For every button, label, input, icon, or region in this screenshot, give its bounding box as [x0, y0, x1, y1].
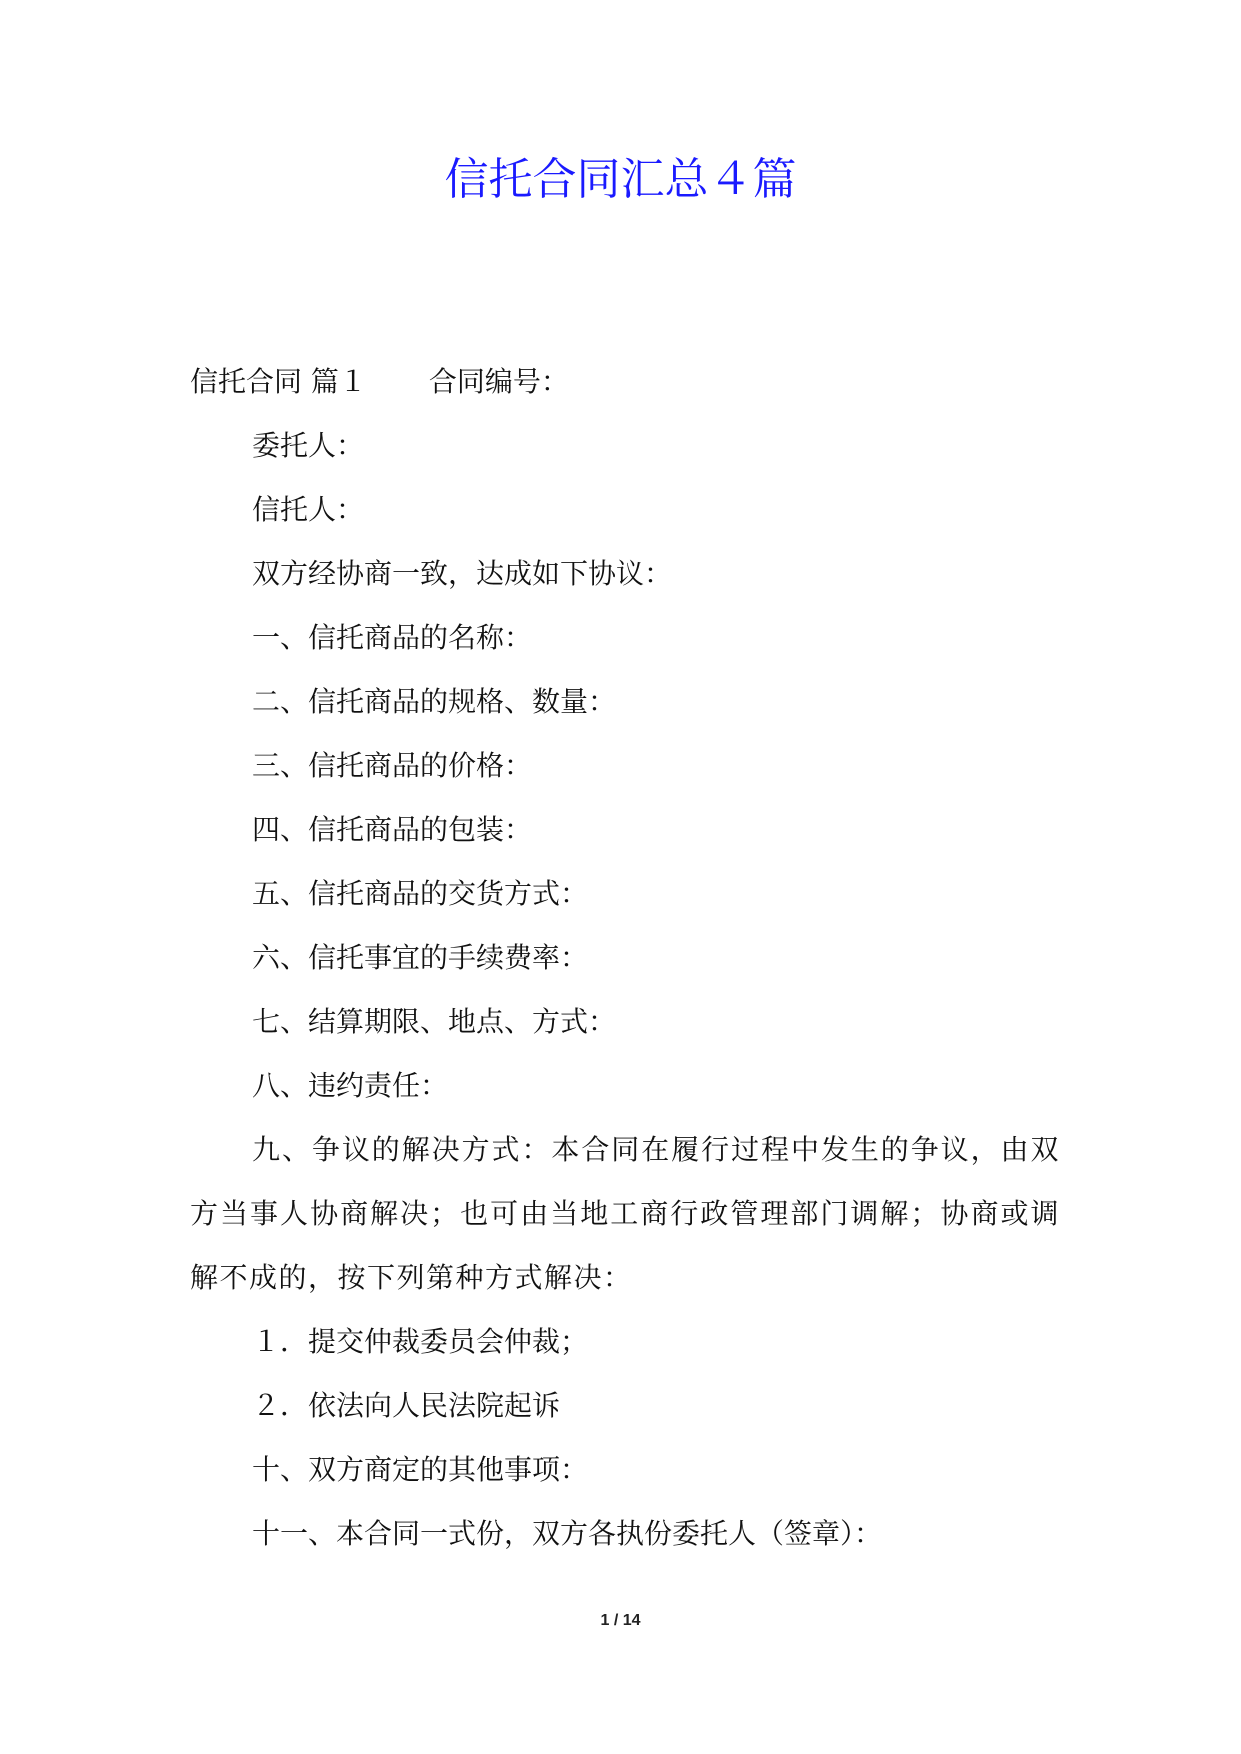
clause-1: 一、信托商品的名称： [252, 621, 533, 654]
consignor-field: 委托人： [252, 429, 365, 462]
clause-8: 八、违约责任： [252, 1069, 449, 1102]
clause-4: 四、信托商品的包装： [252, 813, 533, 846]
dispute-option-1: １．提交仲裁委员会仲裁； [252, 1325, 589, 1358]
clause-3: 三、信托商品的价格： [252, 749, 533, 782]
clause-9-dispute-paragraph: 九、争议的解决方式：本合同在履行过程中发生的争议，由双方当事人协商解决；也可由当地工商行政管理部门调解；协商或调解不成的，按下列第种方式解决： [190, 1133, 1060, 1294]
section-label: 信托合同 篇１ [190, 365, 367, 398]
clause-7: 七、结算期限、地点、方式： [252, 1005, 617, 1038]
clause-10: 十、双方商定的其他事项： [252, 1453, 589, 1486]
document-body [190, 350, 1060, 1566]
dispute-option-2: ２．依法向人民法院起诉 [252, 1389, 561, 1422]
page-number: 1 / 14 [600, 1612, 641, 1629]
page-title: 信托合同汇总４篇 [444, 154, 797, 205]
trustee-field: 信托人： [252, 493, 365, 526]
agreement-intro: 双方经协商一致，达成如下协议： [252, 557, 673, 590]
clause-5: 五、信托商品的交货方式： [252, 877, 589, 910]
clause-6: 六、信托事宜的手续费率： [252, 941, 589, 974]
contract-header-line [190, 350, 1060, 414]
contract-number-label: 合同编号： [428, 365, 569, 398]
clause-11: 十一、本合同一式份，双方各执份委托人（签章）： [252, 1517, 883, 1550]
clause-2: 二、信托商品的规格、数量： [252, 685, 617, 718]
